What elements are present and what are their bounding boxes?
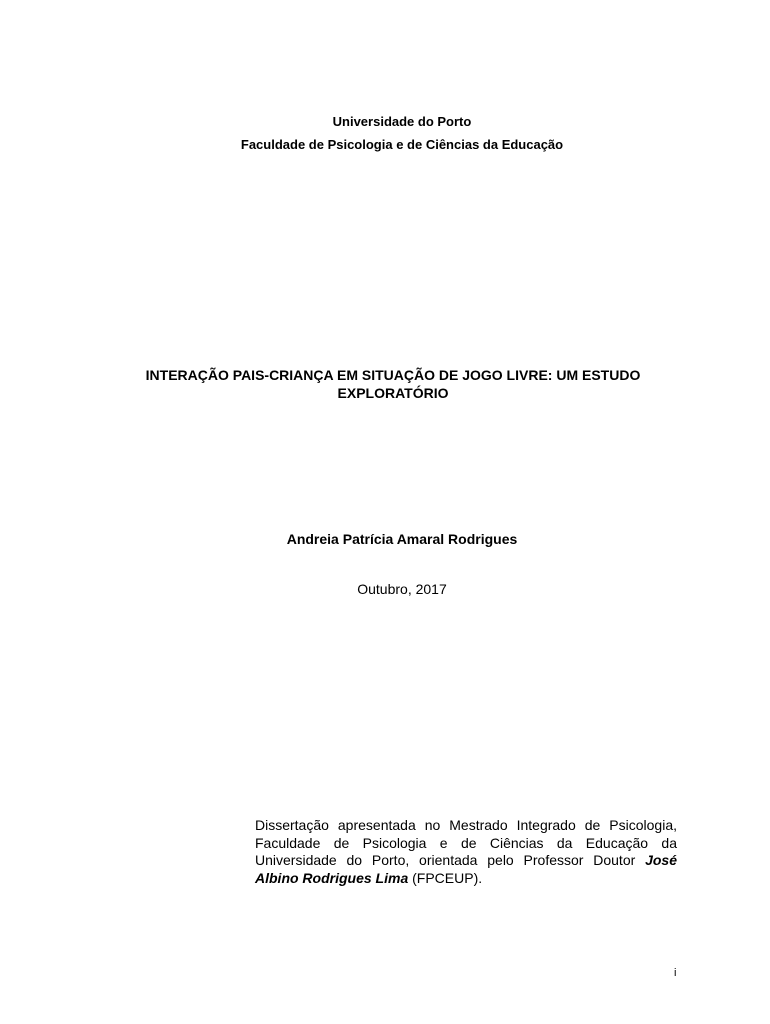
faculty-name: Faculdade de Psicologia e de Ciências da Educação (240, 137, 564, 152)
thesis-title-line-1: INTERAÇÃO PAIS-CRIANÇA EM SITUAÇÃO DE JOGO LIVRE: UM ESTUDO (145, 367, 641, 383)
dissertation-text-before: Dissertação apresentada no Mestrado Integrado de Psicologia, Faculdade de Psicologia e de Ciências da Educação da Universidade do Porto, orientada pelo Professor Doutor (255, 817, 677, 868)
university-name: Universidade do Porto (332, 114, 472, 129)
page-number: i (674, 967, 677, 979)
submission-date: Outubro, 2017 (357, 581, 447, 597)
thesis-title-line-2: EXPLORATÓRIO (337, 385, 449, 401)
advisor-name: José Albino Rodrigues Lima (255, 852, 677, 886)
dissertation-text-after: (FPCEUP). (408, 869, 483, 886)
thesis-title (0, 366, 770, 402)
author-name: Andreia Patrícia Amaral Rodrigues (286, 531, 518, 547)
dissertation-statement (255, 817, 677, 887)
